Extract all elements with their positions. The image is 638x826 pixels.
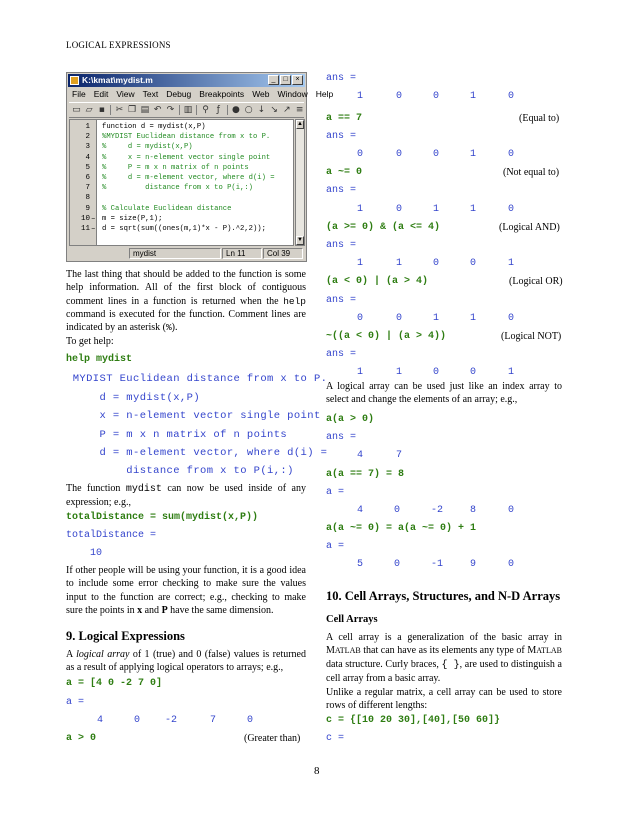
menu-window[interactable]: Window <box>277 89 308 99</box>
menu-view[interactable]: View <box>116 89 135 99</box>
section-9-heading: 9. Logical Expressions <box>66 629 185 643</box>
line-number: 6 <box>85 174 90 182</box>
ans-label: ans = <box>326 185 357 196</box>
result-value: 1 <box>508 258 515 269</box>
result-value: 1 <box>433 313 440 324</box>
not-note: (Logical NOT) <box>501 331 562 342</box>
line-number: 5 <box>85 163 90 172</box>
not-equal-note: (Not equal to) <box>503 167 560 178</box>
result-value: 1 <box>396 258 403 269</box>
executable-marker: – <box>91 225 96 233</box>
help-output-line: d = mydist(x,P) <box>66 392 201 404</box>
editor-window <box>66 72 334 262</box>
help-output-line: d = m-element vector, where d(i) = <box>66 447 328 459</box>
cell-arrays-subheading: Cell Arrays <box>326 614 378 625</box>
or-note: (Logical OR) <box>509 276 563 287</box>
clear-breakpoint-icon[interactable]: ○ <box>244 105 253 115</box>
array-value: 0 <box>134 715 141 726</box>
menu-file[interactable]: File <box>72 89 86 99</box>
c-output-label: c = <box>326 733 345 744</box>
result-value: 0 <box>396 91 403 102</box>
array-value: 5 <box>357 559 364 570</box>
status-line: Ln 11 <box>222 248 262 259</box>
array-value: -2 <box>165 715 178 726</box>
running-header: LOGICAL EXPRESSIONS <box>66 40 171 50</box>
menu-help[interactable]: Help <box>315 89 334 99</box>
code-line[interactable]: function d = mydist(x,P) <box>102 123 206 131</box>
line-number: 4 <box>85 153 90 162</box>
index-command-2: a(a == 7) = 8 <box>326 469 405 480</box>
cell-array-paragraph-2: Unlike a regular matrix, a cell array can be used to store rows of different lengths: <box>326 687 562 712</box>
array-value: 4 <box>357 505 364 516</box>
a-output-label: a = <box>66 697 85 708</box>
help-output-line: MYDIST Euclidean distance from x to P. <box>66 373 328 385</box>
line-number: 10 <box>80 214 90 223</box>
result-value: 0 <box>396 149 403 160</box>
array-value: 0 <box>508 505 515 516</box>
line-number: 8 <box>85 194 90 203</box>
new-file-icon[interactable]: ▭ <box>72 105 81 115</box>
step-icon[interactable]: ↓ <box>257 105 266 115</box>
result-value: 1 <box>396 367 403 378</box>
ans-label: ans = <box>326 349 357 360</box>
line-number: 3 <box>85 143 90 152</box>
a-output-label: a = <box>326 541 345 552</box>
editor-title: K:\kmat\mydist.m <box>82 75 153 85</box>
matlab-icon <box>70 76 79 85</box>
cell-array-command: c = {[10 20 30],[40],[50 60]} <box>326 715 501 726</box>
menu-text[interactable]: Text <box>142 89 159 99</box>
editor-toolbar <box>69 102 304 118</box>
cell-array-paragraph-1: A cell array is a generalization of the basic array in MATLAB that can have as its elements any type of MATLAB data structure. Curly braces, { }, are used to distinguish a cell array from a basic array. <box>326 632 562 684</box>
copy-icon[interactable]: ❐ <box>128 105 137 115</box>
step-out-icon[interactable]: ↗ <box>283 105 291 115</box>
open-folder-icon[interactable]: ▱ <box>85 105 93 115</box>
line-number: 7 <box>85 184 90 193</box>
status-file: mydist <box>129 248 221 259</box>
code-comment-line[interactable]: % d = m-element vector, where d(i) = <box>102 174 275 182</box>
greater-than-note: (Greater than) <box>244 733 301 744</box>
result-value: 0 <box>396 313 403 324</box>
equal-note: (Equal to) <box>519 113 560 124</box>
redo-icon[interactable]: ↷ <box>166 105 175 115</box>
array-value: 0 <box>394 559 401 570</box>
array-value: 8 <box>470 505 477 516</box>
array-value: 4 <box>357 450 364 461</box>
step-in-icon[interactable]: ↘ <box>270 105 278 115</box>
page-number: 8 <box>314 765 320 777</box>
array-value: 4 <box>97 715 104 726</box>
save-icon[interactable]: ▪ <box>98 105 105 115</box>
stack-icon[interactable]: ≡ <box>295 105 304 115</box>
error-check-paragraph: If other people will be using your function, it is a good idea to include some error checking to make sure the values input to the function are correct; e.g., checking to make sure the points in x and P have the same dimension. <box>66 565 306 616</box>
or-command: (a < 0) | (a > 4) <box>326 276 429 287</box>
array-value: -2 <box>431 505 444 516</box>
maximize-icon[interactable]: □ <box>280 75 291 85</box>
editor-menubar <box>69 89 334 100</box>
line-number: 1 <box>85 123 90 131</box>
result-value: 0 <box>508 149 515 160</box>
section-10-heading: 10. Cell Arrays, Structures, and N-D Arrays <box>326 589 561 603</box>
minimize-icon[interactable]: _ <box>268 75 279 85</box>
result-value: 1 <box>470 313 477 324</box>
result-value: 0 <box>508 313 515 324</box>
logical-array-paragraph: A logical array of 1 (true) and 0 (false) values is returned as a result of applying logical operators to arrays; e.g., <box>66 649 307 674</box>
result-value: 0 <box>396 204 403 215</box>
menu-debug[interactable]: Debug <box>166 89 192 99</box>
function-icon[interactable]: ƒ <box>216 105 220 115</box>
array-value: 7 <box>396 450 403 461</box>
equal-command: a == 7 <box>326 113 363 124</box>
result-value: 0 <box>433 258 440 269</box>
code-comment-line[interactable]: % x = n-element vector single point <box>102 153 271 162</box>
result-value: 1 <box>357 204 364 215</box>
array-value: 0 <box>508 559 515 570</box>
result-value: 1 <box>357 258 364 269</box>
get-help-text: To get help: <box>66 336 114 347</box>
a-assignment-command: a = [4 0 -2 7 0] <box>66 678 163 689</box>
scroll-up-icon[interactable]: ▲ <box>297 121 303 127</box>
find-icon[interactable]: ⚲ <box>202 105 209 115</box>
ans-label: ans = <box>326 432 357 443</box>
array-value: 9 <box>470 559 477 570</box>
vertical-scrollbar[interactable] <box>295 119 305 246</box>
result-value: 0 <box>433 367 440 378</box>
array-value: 0 <box>247 715 254 726</box>
line-number: 9 <box>85 204 90 213</box>
cut-icon[interactable]: ✂ <box>115 105 124 115</box>
not-command: ~((a < 0) | (a > 4)) <box>326 331 447 342</box>
code-comment-line[interactable]: % distance from x to P(i,:) <box>102 184 253 193</box>
array-value: 0 <box>394 505 401 516</box>
result-value: 0 <box>357 149 364 160</box>
undo-icon[interactable]: ↶ <box>153 105 162 115</box>
a-output-label: a = <box>326 487 345 498</box>
result-value: 0 <box>470 258 477 269</box>
result-value: 1 <box>357 91 364 102</box>
greater-than-command: a > 0 <box>66 733 97 744</box>
code-comment-line[interactable]: % d = mydist(x,P) <box>102 143 193 152</box>
result-value: 1 <box>470 149 477 160</box>
toolbar-separator <box>196 105 197 115</box>
total-distance-command: totalDistance = sum(mydist(x,P)) <box>66 512 259 523</box>
index-paragraph: A logical array can be used just like an index array to select and change the elements of an array; e.g., <box>326 381 562 406</box>
index-command-1: a(a > 0) <box>326 414 375 425</box>
code-line[interactable]: m = size(P,1); <box>102 214 163 223</box>
array-value: 7 <box>210 715 217 726</box>
result-value: 0 <box>433 91 440 102</box>
toolbar-separator <box>110 105 111 115</box>
result-value: 1 <box>508 367 515 378</box>
code-comment-line[interactable]: %MYDIST Euclidean distance from x to P. <box>102 133 271 142</box>
result-value: 1 <box>433 204 440 215</box>
menu-breakpoints[interactable]: Breakpoints <box>199 89 245 99</box>
result-value: 0 <box>433 149 440 160</box>
close-icon[interactable]: × <box>292 75 303 85</box>
ans-label: ans = <box>326 295 357 306</box>
result-value: 0 <box>508 91 515 102</box>
code-editor[interactable] <box>69 119 294 246</box>
editor-statusbar <box>69 248 304 260</box>
help-command: help mydist <box>66 354 133 365</box>
result-value: 0 <box>470 367 477 378</box>
index-command-3: a(a ~= 0) = a(a ~= 0) + 1 <box>326 523 477 534</box>
and-command: (a >= 0) & (a <= 4) <box>326 222 441 233</box>
result-value: 0 <box>508 204 515 215</box>
code-line[interactable]: d = sqrt(sum((ones(m,1)*x - P).^2,2)); <box>102 225 266 233</box>
usage-paragraph: The function mydist can now be used inside of any expression; e.g., <box>66 483 306 509</box>
status-col: Col 39 <box>263 248 303 259</box>
print-icon[interactable]: ▥ <box>183 105 193 115</box>
and-note: (Logical AND) <box>499 222 560 233</box>
help-output-line: P = m x n matrix of n points <box>66 429 288 441</box>
executable-marker: – <box>91 214 96 223</box>
result-value: 1 <box>470 91 477 102</box>
line-number: 2 <box>85 133 90 142</box>
total-distance-output: totalDistance = <box>66 530 157 541</box>
help-paragraph: The last thing that should be added to the function is some help information. All of the first block of contiguous comment lines in a function is returned when the help command is executed for the function. Comment lines are indicated by an asterisk (%). <box>66 269 306 334</box>
line-number: 11 <box>80 225 90 233</box>
code-comment-line[interactable]: % Calculate Euclidean distance <box>102 204 232 213</box>
menu-edit[interactable]: Edit <box>93 89 109 99</box>
result-value: 1 <box>357 367 364 378</box>
toolbar-separator <box>179 105 180 115</box>
toolbar-separator <box>227 105 228 115</box>
help-output-line: distance from x to P(i,:) <box>66 465 294 477</box>
editor-titlebar <box>68 74 305 87</box>
scroll-down-icon[interactable]: ▼ <box>297 237 303 243</box>
breakpoint-icon[interactable]: ● <box>232 105 240 115</box>
paste-icon[interactable]: ▤ <box>140 105 150 115</box>
ans-label: ans = <box>326 131 357 142</box>
not-equal-command: a ~= 0 <box>326 167 363 178</box>
array-value: -1 <box>431 559 444 570</box>
total-distance-value: 10 <box>66 548 103 559</box>
ans-label: ans = <box>326 240 357 251</box>
help-output-line: x = n-element vector single point <box>66 410 321 422</box>
result-value: 0 <box>357 313 364 324</box>
result-value: 1 <box>470 204 477 215</box>
ans-label: ans = <box>326 73 357 84</box>
menu-web[interactable]: Web <box>252 89 270 99</box>
code-comment-line[interactable]: % P = m x n matrix of n points <box>102 163 249 172</box>
